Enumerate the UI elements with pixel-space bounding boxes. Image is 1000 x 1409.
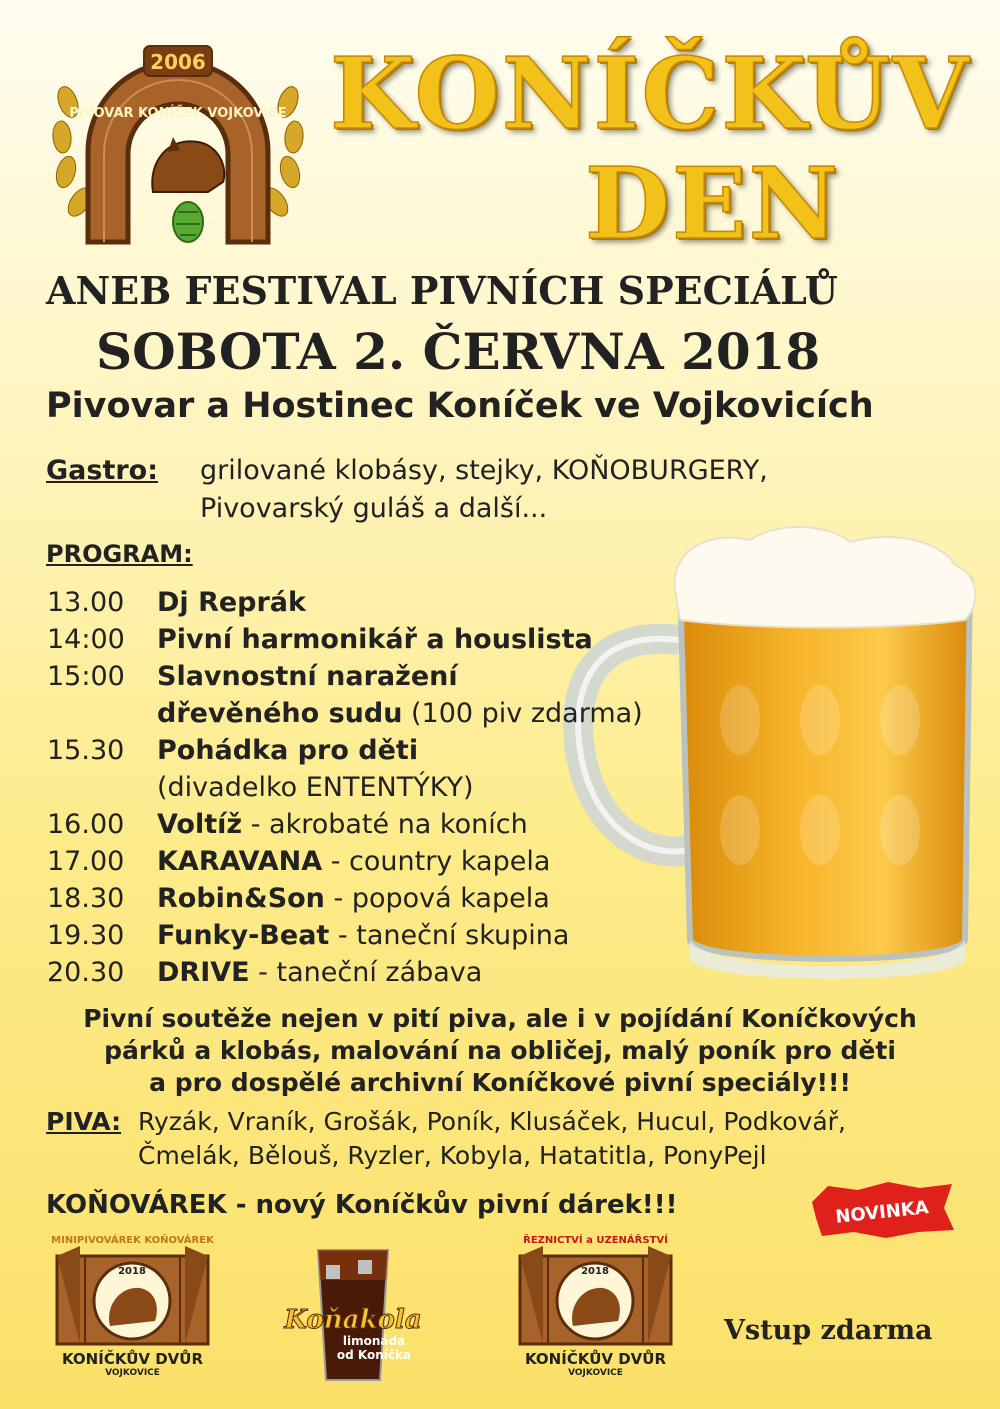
program-row: KARAVANA - country kapela xyxy=(157,846,551,877)
konakola-logo xyxy=(278,1240,428,1390)
contests-line1: Pivní soutěže nejen v pití piva, ale i v pojídání Koníčkových xyxy=(83,1004,917,1033)
program-time: 19.30 xyxy=(47,920,125,951)
footer-logo-reznictvi xyxy=(508,1235,683,1385)
program-row: dřevěného sudu (100 piv zdarma) xyxy=(157,698,643,729)
program-row: Funky-Beat - taneční skupina xyxy=(157,920,570,951)
title-line1: KONÍČKŮV xyxy=(330,37,971,152)
footer-logo2-top: ŘEZNICTVÍ a UZENÁŘSTVÍ xyxy=(523,1235,668,1246)
program-label: PROGRAM: xyxy=(46,540,193,568)
konakola-name: Koňakola xyxy=(284,1305,422,1335)
footer-logo-minipivovarek xyxy=(45,1235,220,1385)
gastro-line2: Pivovarský guláš a další... xyxy=(200,493,548,524)
beers-line1: Ryzák, Vraník, Grošák, Poník, Klusáček, Hucul, Podkovář, xyxy=(138,1107,846,1136)
program-time: 15:00 xyxy=(47,661,125,692)
program-time: 13.00 xyxy=(47,587,125,618)
beers-label: PIVA: xyxy=(46,1107,122,1136)
program-row: Pohádka pro děti xyxy=(157,735,419,766)
footer-logo1-place: VOJKOVICE xyxy=(105,1368,160,1378)
beer-mug-image xyxy=(560,520,990,980)
title-line2: DEN xyxy=(585,147,841,262)
footer-logo1-name: KONÍČKŮV DVŮR xyxy=(61,1350,203,1368)
novelty-text: KOŇOVÁREK - nový Koníčkův pivní dárek!!! xyxy=(46,1190,678,1220)
program-time: 14:00 xyxy=(47,624,125,655)
footer-logo2-place: VOJKOVICE xyxy=(568,1368,623,1378)
beers-line2: Čmelák, Bělouš, Ryzler, Kobyla, Hatatitla, PonyPejl xyxy=(138,1141,767,1170)
horse-gate-icon xyxy=(45,1246,220,1346)
program-row: Voltíž - akrobaté na koních xyxy=(157,809,528,840)
entry-free: Vstup zdarma xyxy=(724,1315,933,1346)
contests-line3: a pro dospělé archivní Koníčkové pivní speciály!!! xyxy=(149,1068,851,1097)
contests-line2: párků a klobás, malování na obličej, malý poník pro děti xyxy=(104,1036,896,1065)
program-row: Pivní harmonikář a houslista xyxy=(157,624,593,655)
novinka-label: NOVINKA xyxy=(834,1197,930,1228)
horse-gate-icon xyxy=(508,1246,683,1346)
subtitle: ANEB FESTIVAL PIVNÍCH SPECIÁLŮ xyxy=(46,268,838,313)
program-row: DRIVE - taneční zábava xyxy=(157,957,483,988)
venue: Pivovar a Hostinec Koníček ve Vojkovicích xyxy=(46,386,874,426)
logo-text: PIVOVAR KONÍČEK VOJKOVICE xyxy=(69,106,287,121)
svg-text:2018: 2018 xyxy=(581,1266,609,1277)
brewery-logo xyxy=(48,42,308,262)
event-date: SOBOTA 2. ČERVNA 2018 xyxy=(96,322,821,381)
footer-logo1-top: MINIPIVOVÁREK KOŇOVÁREK xyxy=(51,1235,214,1246)
logo-year: 2006 xyxy=(150,50,206,74)
svg-text:od Koníčka: od Koníčka xyxy=(336,1348,412,1362)
program-time: 20.30 xyxy=(47,957,125,988)
novinka-badge xyxy=(808,1180,956,1240)
program-row: Dj Reprák xyxy=(157,587,306,618)
program-time: 16.00 xyxy=(47,809,125,840)
program-row: Robin&Son - popová kapela xyxy=(157,883,550,914)
program-time: 18.30 xyxy=(47,883,125,914)
svg-text:limonáda: limonáda xyxy=(342,1334,406,1348)
program-row: (divadelko ENTENTÝKY) xyxy=(157,772,474,803)
gastro-line1: grilované klobásy, stejky, KOŇOBURGERY, xyxy=(200,455,768,486)
program-row: Slavnostní naražení xyxy=(157,661,458,692)
footer-logo2-name: KONÍČKŮV DVŮR xyxy=(524,1350,666,1368)
gastro-label: Gastro: xyxy=(46,455,159,486)
svg-text:2018: 2018 xyxy=(118,1266,146,1277)
program-time: 15.30 xyxy=(47,735,125,766)
program-time: 17.00 xyxy=(47,846,125,877)
